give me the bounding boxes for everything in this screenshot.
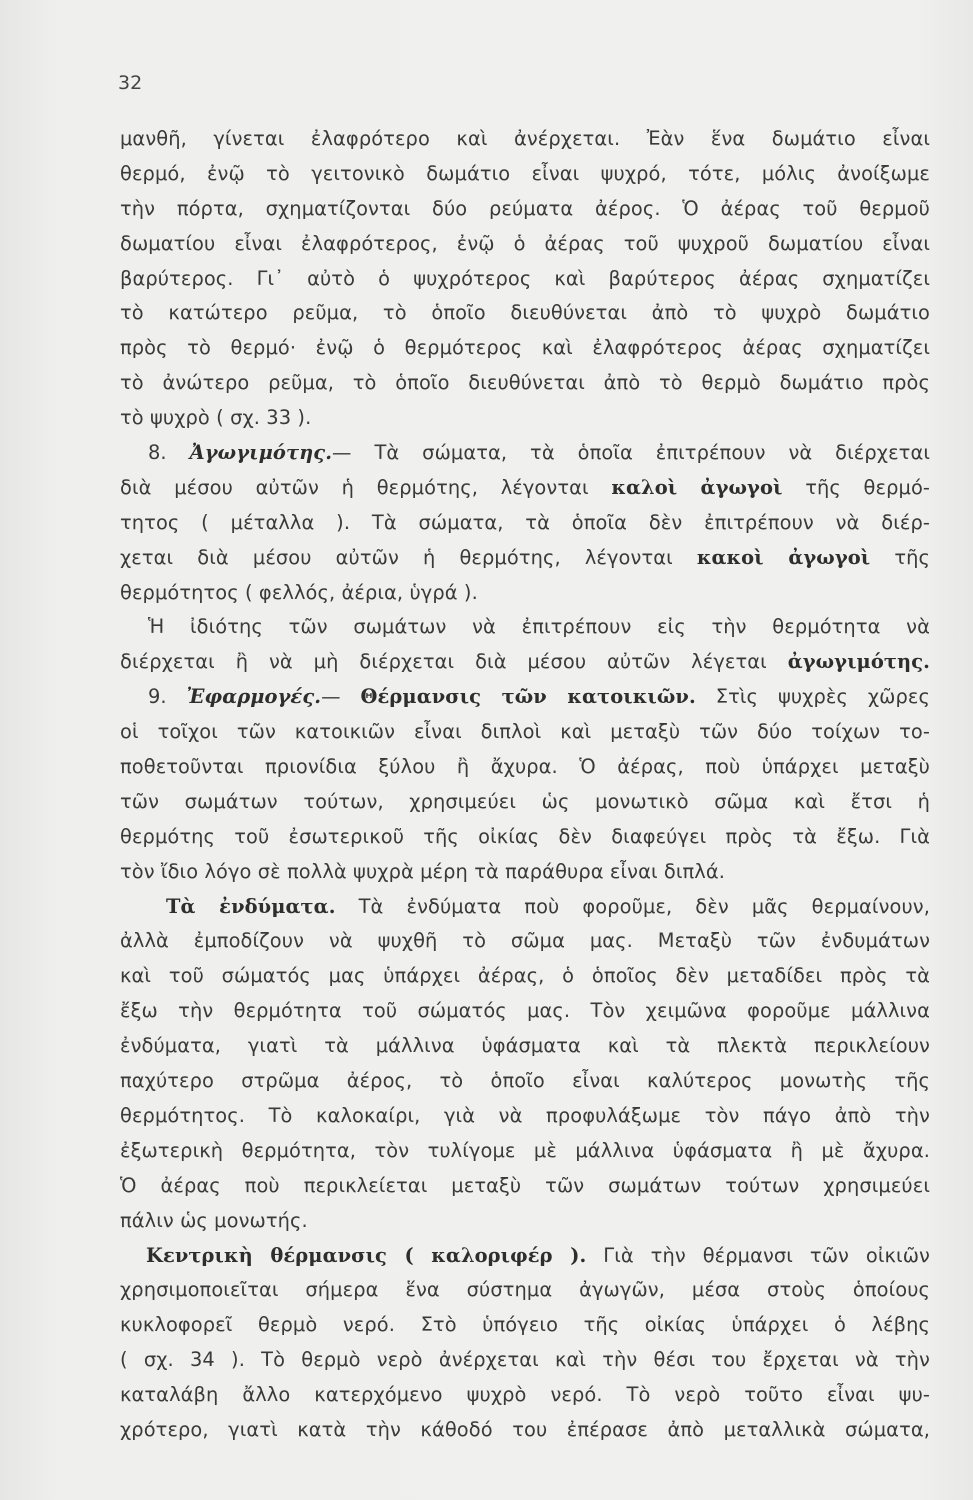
text-line (120, 994, 930, 1029)
text-run: Ὁ ἀέρας ποὺ περικλείεται μεταξὺ τῶν σωμάτων τούτων χρησιμεύει (120, 1173, 930, 1197)
text-run: καταλάβη ἄλλο κατερχόμενο ψυχρὸ νερό. Τὸ νερὸ τοῦτο εἶναι ψυ- (120, 1383, 930, 1407)
text-run: παχύτερο στρῶμα ἀέρος, τὸ ὁποῖο εἶναι καλύτερος μονωτὴς τῆς (120, 1069, 930, 1093)
text-line (120, 820, 930, 855)
text-run: μανθῆ, γίνεται ἐλαφρότερο καὶ ἀνέρχεται. Ἐὰν ἕνα δωμάτιο εἶναι (120, 127, 930, 150)
emphasis-run: Τὰ ἐνδύματα. (166, 894, 336, 918)
text-line (120, 1134, 930, 1169)
text-line (120, 610, 930, 645)
text-run: θερμό, ἐνῷ τὸ γειτονικὸ δωμάτιο εἶναι ψυχρό, τότε, μόλις ἀνοίξωμε (120, 161, 930, 185)
text-line (120, 1064, 930, 1099)
text-run: ποθετοῦνται πριονίδια ξύλου ἢ ἄχυρα. Ὁ ἀέρας, ποὺ ὑπάρχει μεταξὺ (120, 755, 930, 779)
text-run: τὴν πόρτα, σχηματίζονται δύο ρεύματα ἀέρος. Ὁ ἀέρας τοῦ θερμοῦ (120, 196, 930, 220)
text-run: Τὰ ἐνδύματα ποὺ φοροῦμε, δὲν μᾶς θερμαίνουν, (335, 894, 931, 918)
text-run: τὸ ἀνώτερο ρεῦμα, τὸ ὁποῖο διευθύνεται ἀπὸ τὸ θερμὸ δωμάτιο πρὸς (120, 371, 930, 395)
text-line (120, 541, 930, 576)
emphasis-run: Ἀγωγιμότης. (189, 441, 333, 465)
text-run: Στὶς ψυχρὲς χῶρες (695, 685, 930, 709)
text-line (120, 1413, 930, 1448)
text-line (120, 122, 930, 157)
text-run: Ἡ ἰδιότης τῶν σωμάτων νὰ ἐπιτρέπουν εἰς τὴν θερμότητα νὰ (148, 615, 930, 639)
text-line (120, 1308, 930, 1343)
page-number: 32 (118, 72, 143, 94)
text-run: τῆς (870, 545, 930, 569)
text-run: χεται διὰ μέσου αὐτῶν ἡ θερμότης, λέγονται (120, 545, 697, 569)
text-run: ἀλλὰ ἐμποδίζουν νὰ ψυχθῆ τὸ σῶμα μας. Μεταξὺ τῶν ἐνδυμάτων (120, 929, 930, 953)
text-line (120, 1099, 930, 1134)
emphasis-run: Ἐφαρμογές. (186, 685, 322, 709)
text-run: θερμότητος. Τὸ καλοκαίρι, γιὰ νὰ προφυλάξωμε τὸν πάγο ἀπὸ τὴν (120, 1103, 930, 1127)
text-line (120, 331, 930, 366)
text-run: τῶν σωμάτων τούτων, χρησιμεύει ὡς μονωτικὸ σῶμα καὶ ἔτσι ἡ (120, 789, 930, 813)
text-line (120, 645, 930, 680)
text-run: τὸν ἴδιο λόγο σὲ πολλὰ ψυχρὰ μέρη τὰ παράθυρα εἶναι διπλά. (120, 859, 726, 883)
text-run: — Τὰ σώματα, τὰ ὁποῖα ἐπιτρέπουν νὰ διέρχεται (332, 441, 930, 465)
text-run: τητος ( μέταλλα ). Τὰ σώματα, τὰ ὁποῖα δὲν ἐπιτρέπουν νὰ διέρ- (120, 510, 930, 534)
text-run: βαρύτερος. Γι᾽ αὐτὸ ὁ ψυχρότερος καὶ βαρύτερος ἀέρας σχηματίζει (120, 266, 930, 290)
text-run: διέρχεται ἢ νὰ μὴ διέρχεται διὰ μέσου αὐτῶν λέγεται (120, 650, 788, 674)
text-run: ἔξω τὴν θερμότητα τοῦ σώματός μας. Τὸν χειμῶνα φοροῦμε μάλλινα (120, 999, 930, 1023)
text-line (120, 1378, 930, 1413)
text-line (120, 890, 930, 925)
text-line (120, 715, 930, 750)
text-line (120, 471, 930, 506)
text-line (120, 436, 930, 471)
text-line (120, 366, 930, 401)
text-run: ἐνδύματα, γιατὶ τὰ μάλλινα ὑφάσματα καὶ τὰ πλεκτὰ περικλείουν (120, 1034, 930, 1058)
text-line (120, 1343, 930, 1378)
emphasis-run: ἀγωγιμότης. (787, 650, 930, 674)
text-line (120, 1273, 930, 1308)
emphasis-run: καλοὶ ἀγωγοὶ (611, 475, 783, 499)
text-line (120, 192, 930, 227)
text-run: θερμότης τοῦ ἐσωτερικοῦ τῆς οἰκίας δὲν διαφεύγει πρὸς τὰ ἔξω. Γιὰ (120, 824, 930, 848)
text-line (120, 750, 930, 785)
text-run: πάλιν ὡς μονωτής. (120, 1208, 308, 1232)
text-line (120, 227, 930, 262)
text-run: χρησιμοποιεῖται σήμερα ἕνα σύστημα ἀγωγῶν, μέσα στοὺς ὁποίους (120, 1278, 930, 1302)
text-run: θερμότητος ( φελλός, ἀέρια, ὑγρά ). (120, 580, 478, 604)
text-run: δωματίου εἶναι ἐλαφρότερος, ἐνῷ ὁ ἀέρας τοῦ ψυχροῦ δωματίου εἶναι (120, 231, 930, 255)
text-line (120, 785, 930, 820)
text-run: Γιὰ τὴν θέρμανσι τῶν οἰκιῶν (586, 1243, 930, 1267)
text-run: χρότερο, γιατὶ κατὰ τὴν κάθοδό του ἐπέρασε ἀπὸ μεταλλικὰ σώματα, (120, 1417, 930, 1441)
text-line (120, 262, 930, 297)
text-run: καὶ τοῦ σώματός μας ὑπάρχει ἀέρας, ὁ ὁποῖος δὲν μεταδίδει πρὸς τὰ (120, 964, 930, 988)
text-line (120, 157, 930, 192)
text-line (120, 1169, 930, 1204)
text-run: ( σχ. 34 ). Τὸ θερμὸ νερὸ ἀνέρχεται καὶ τὴν θέσι του ἔρχεται νὰ τὴν (120, 1348, 930, 1372)
text-line (120, 924, 930, 959)
text-line (120, 506, 930, 541)
emphasis-run: Κεντρικὴ θέρμανσις ( καλοριφέρ ). (146, 1243, 587, 1267)
emphasis-run: κακοὶ ἀγωγοὶ (696, 545, 871, 569)
text-line (120, 1239, 930, 1274)
text-line (120, 576, 930, 611)
text-line (120, 1204, 930, 1239)
text-run: οἱ τοῖχοι τῶν κατοικιῶν εἶναι διπλοὶ καὶ μεταξὺ τῶν δύο τοίχων το- (120, 720, 930, 744)
text-run: κυκλοφορεῖ θερμὸ νερό. Στὸ ὑπόγειο τῆς οἰκίας ὑπάρχει ὁ λέβης (120, 1313, 930, 1337)
text-run: 8. (148, 441, 190, 465)
emphasis-run: Θέρμανσις τῶν κατοικιῶν. (360, 685, 696, 709)
text-line (120, 959, 930, 994)
text-run: — (321, 685, 361, 709)
text-line (120, 855, 930, 890)
text-run: ἐξωτερικὴ θερμότητα, τὸν τυλίγομε μὲ μάλλινα ὑφάσματα ἢ μὲ ἄχυρα. (120, 1138, 930, 1162)
text-line (120, 680, 930, 715)
text-run: πρὸς τὸ θερμό· ἐνῷ ὁ θερμότερος καὶ ἐλαφρότερος ἀέρας σχηματίζει (120, 336, 930, 360)
text-line (120, 401, 930, 436)
text-run: διὰ μέσου αὐτῶν ἡ θερμότης, λέγονται (120, 475, 612, 499)
text-run: τὸ κατώτερο ρεῦμα, τὸ ὁποῖο διευθύνεται ἀπὸ τὸ ψυχρὸ δωμάτιο (120, 301, 930, 325)
text-run: τῆς θερμό- (782, 475, 931, 499)
text-run: 9. (148, 685, 187, 709)
text-line (120, 296, 930, 331)
body-text (120, 122, 930, 1448)
text-run: τὸ ψυχρὸ ( σχ. 33 ). (120, 406, 312, 430)
text-line (120, 1029, 930, 1064)
